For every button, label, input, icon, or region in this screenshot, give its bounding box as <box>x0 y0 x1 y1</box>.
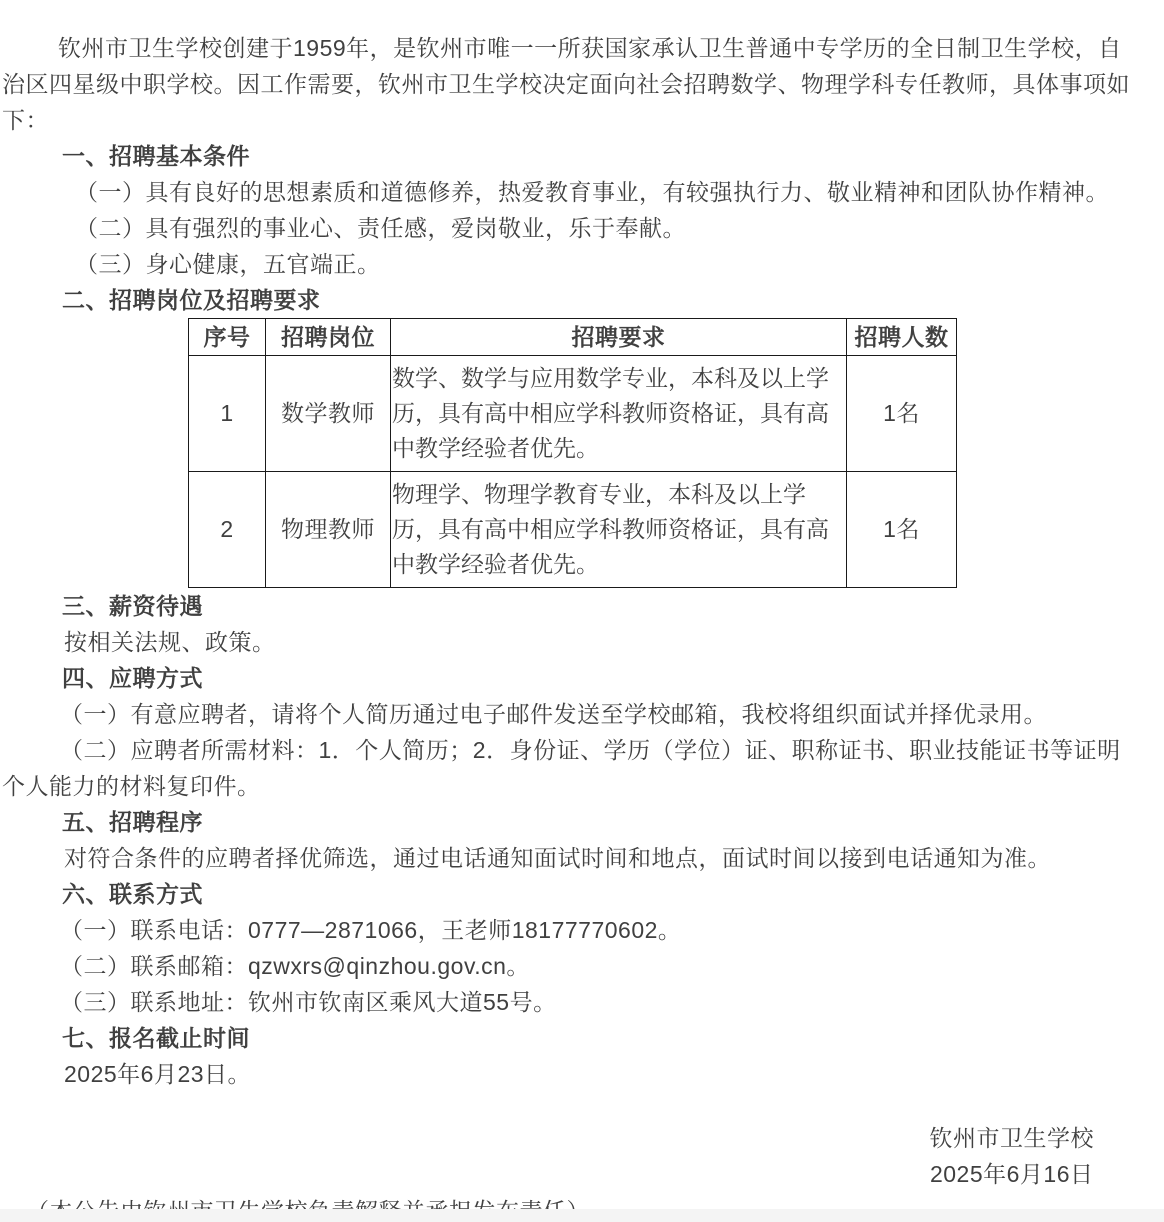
signature-date: 2025年6月16日 <box>929 1161 1094 1187</box>
cell-count: 1名 <box>847 356 957 472</box>
salary-text: 按相关法规、政策。 <box>64 629 276 655</box>
basic-condition-item: （一）具有良好的思想素质和道德修养，热爱教育事业，有较强执行力、敬业精神和团队协作精神。 <box>75 179 1109 205</box>
deadline-date: 2025年6月23日。 <box>64 1061 252 1087</box>
column-header-requirements: 招聘要求 <box>391 319 847 356</box>
cell-no: 1 <box>189 356 266 472</box>
basic-condition-item: （二）具有强烈的事业心、责任感，爱岗敬业，乐于奉献。 <box>75 215 686 241</box>
procedure-text: 对符合条件的应聘者择优筛选，通过电话通知面试时间和地点，面试时间以接到电话通知为准。 <box>64 845 1051 871</box>
section-heading-basic-conditions: 一、招聘基本条件 <box>62 143 250 169</box>
section-heading-apply-method: 四、应聘方式 <box>62 665 203 691</box>
section-heading-procedure: 五、招聘程序 <box>62 809 203 835</box>
signature-org: 钦州市卫生学校 <box>929 1125 1094 1151</box>
section-heading-salary: 三、薪资待遇 <box>62 593 203 619</box>
table-row <box>189 356 957 472</box>
column-header-count: 招聘人数 <box>847 319 957 356</box>
cell-requirements: 数学、数学与应用数学专业，本科及以上学历，具有高中相应学科教师资格证，具有高中教学经验者优先。 <box>391 356 847 472</box>
table-header-row <box>189 319 957 356</box>
basic-condition-item: （三）身心健康，五官端正。 <box>75 251 381 277</box>
cell-post: 数学教师 <box>266 356 391 472</box>
signature-area <box>2 1120 1130 1192</box>
intro-paragraph: 钦州市卫生学校创建于1959年，是钦州市唯一一所获国家承认卫生普通中专学历的全日制卫生学校，自治区四星级中职学校。因工作需要，钦州市卫生学校决定面向社会招聘数学、物理学科专任教师，具体事项如下： <box>2 35 1130 133</box>
column-header-no: 序号 <box>189 319 266 356</box>
contact-phone: （一）联系电话：0777—2871066，王老师18177770602。 <box>60 917 682 943</box>
signature-block <box>930 1120 1095 1192</box>
contact-email: （二）联系邮箱：qzwxrs@qinzhou.gov.cn。 <box>60 953 530 979</box>
page-bottom-band <box>0 1209 1164 1222</box>
section-heading-deadline: 七、报名截止时间 <box>62 1025 250 1051</box>
cell-post: 物理教师 <box>266 472 391 588</box>
table-row <box>189 472 957 588</box>
cell-requirements: 物理学、物理学教育专业，本科及以上学历，具有高中相应学科教师资格证，具有高中教学经验者优先。 <box>391 472 847 588</box>
apply-method-item: （二）应聘者所需材料：1．个人简历；2．身份证、学历（学位）证、职称证书、职业技能证书等证明个人能力的材料复印件。 <box>2 737 1121 799</box>
section-heading-positions: 二、招聘岗位及招聘要求 <box>62 287 321 313</box>
positions-table <box>188 318 957 588</box>
cell-no: 2 <box>189 472 266 588</box>
column-header-post: 招聘岗位 <box>266 319 391 356</box>
section-heading-contact: 六、联系方式 <box>62 881 203 907</box>
apply-method-item: （一）有意应聘者，请将个人简历通过电子邮件发送至学校邮箱，我校将组织面试并择优录用。 <box>60 701 1047 727</box>
cell-count: 1名 <box>847 472 957 588</box>
contact-address: （三）联系地址：钦州市钦南区乘风大道55号。 <box>60 989 557 1015</box>
